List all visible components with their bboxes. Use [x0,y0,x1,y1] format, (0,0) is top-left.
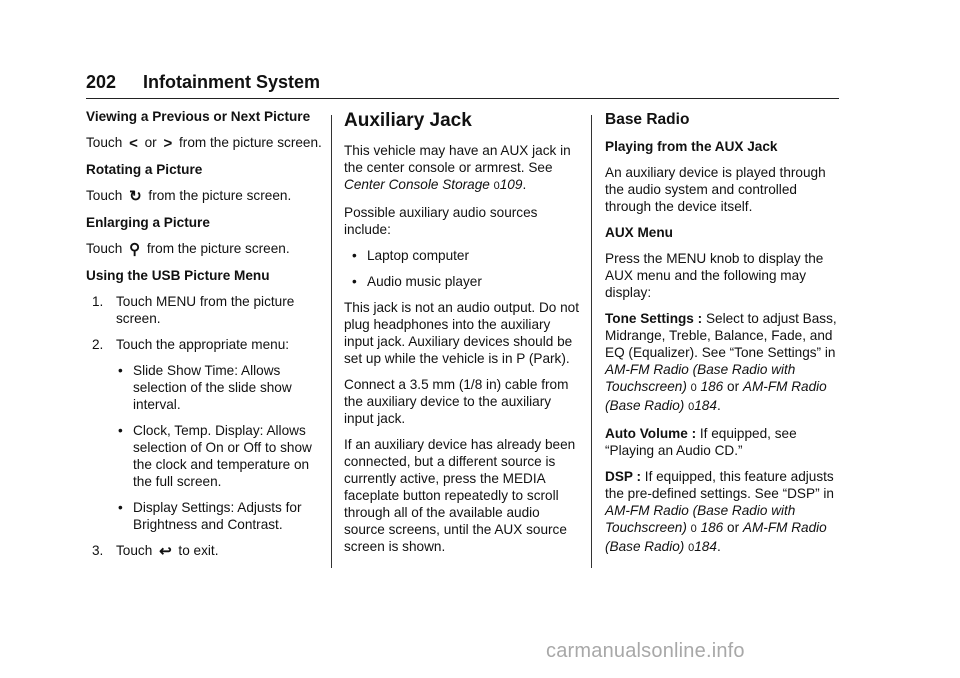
text: If equipped, this feature adjusts the pre-defined settings. See “DSP” in [605,469,834,501]
paragraph: Connect a 3.5 mm (1/8 in) cable from the auxiliary device to the auxiliary input jack. [344,377,569,426]
text: from the picture screen. [179,135,322,150]
list-item [86,293,326,327]
page-number: 202 [86,72,117,92]
page-ref: 184 [694,539,717,554]
column-right [605,108,842,566]
step-text: Touch the appropriate menu: [116,337,290,352]
dsp-entry [605,468,842,557]
text: This vehicle may have an AUX jack in the center console or armrest. See [344,143,571,175]
steps-list [86,293,326,560]
heading-auxiliary-jack: Auxiliary Jack [344,110,472,131]
watermark: carmanualsonline.info [546,640,745,662]
page-ref: 186 [700,379,724,394]
heading-aux-menu: AUX Menu [605,225,673,240]
paragraph: Press the MENU knob to display the AUX menu and the following may display: [605,251,824,300]
bullet-text: Slide Show Time: Allows selection of the slide show interval. [133,363,292,412]
bullet-text: Display Settings: Adjusts for Brightness and Contrast. [133,500,302,532]
rotate-icon: ↻ [129,188,142,205]
list-item [110,362,326,413]
column-divider [591,115,592,568]
column-middle [344,108,582,564]
menu-options-list [86,362,326,533]
bullet: • [352,274,357,289]
paragraph: This jack is not an audio output. Do not plug headphones into the auxiliary input jack. Auxiliary devices should be set up while the vehicle is in P (Park). [344,300,580,366]
text: . [716,539,721,554]
step-number: 1. [92,294,104,309]
text: to exit. [178,543,219,558]
text: from the picture screen. [146,241,290,256]
column-left [86,108,326,570]
chevron-right-icon: > [163,135,173,152]
page-ref: 184 [694,398,717,413]
paragraph [344,142,582,195]
cross-reference: Center Console Storage [344,177,490,192]
text: . [522,177,527,192]
text: or [727,379,740,394]
heading-usb-picture-menu: Using the USB Picture Menu [86,268,270,283]
paragraph: If an auxiliary device has already been connected, but a different source is currently active, press the MEDIA faceplate button repeatedly to scroll through all of the available audio source screens, until the AUX source screen is shown. [344,437,576,554]
heading-previous-next: Viewing a Previous or Next Picture [86,109,311,124]
column-divider [331,115,332,568]
paragraph: An auxiliary device is played through the audio system and controlled through the device itself. [605,165,826,214]
list-item [110,499,326,533]
bullet-text: Audio music player [367,274,482,289]
text: . [716,398,721,413]
heading-playing-aux: Playing from the AUX Jack [605,139,778,154]
paragraph-enlarge [86,240,326,258]
list-item [344,273,582,290]
page-ref-symbol: 0 [690,523,697,535]
cross-reference: AM-FM Radio (Base Radio) [605,520,827,554]
step-number: 2. [92,337,104,352]
paragraph-rotate [86,187,326,205]
paragraph-previous-next [86,134,326,152]
bullet-text: Clock, Temp. Display: Allows selection of On or Off to show the clock and temperature on the full screen. [133,423,312,489]
chevron-left-icon: < [129,135,138,152]
text: Select to adjust Bass, Midrange, Treble, Balance, Fade, and EQ (Equalizer). See “Tone Settings” in [605,311,837,360]
text: Touch [86,135,123,150]
list-item [344,247,582,264]
bullet: • [118,363,123,378]
page-ref-symbol: 0 [690,382,697,394]
back-icon: ↩ [159,543,172,560]
term: Auto Volume : [605,426,697,441]
list-item [86,336,326,353]
text: or [727,520,740,535]
zoom-icon: ⚲ [129,241,141,258]
page-ref: 186 [700,520,724,535]
term: DSP : [605,469,642,484]
text: or [144,135,157,150]
page-header [86,68,839,99]
tone-settings-entry [605,310,842,416]
bullet-text: Laptop computer [367,248,470,263]
section-title: Infotainment System [143,72,321,92]
page-ref: 109 [499,177,523,192]
bullet: • [118,423,123,438]
sources-list [344,247,582,290]
text: Touch [86,188,123,203]
text: from the picture screen. [148,188,292,203]
list-item [86,542,326,560]
heading-enlarge: Enlarging a Picture [86,215,210,230]
page-ref-symbol: 0 [688,542,695,554]
auto-volume-entry [605,425,842,459]
text: Touch [116,543,153,558]
cross-reference: AM-FM Radio (Base Radio with Touchscreen) [605,362,796,394]
cross-reference: AM-FM Radio (Base Radio with Touchscreen) [605,503,796,535]
list-item [110,422,326,490]
text: If equipped, see “Playing an Audio CD.” [605,426,797,458]
term: Tone Settings : [605,311,703,326]
page-ref-symbol: 0 [493,180,500,192]
paragraph: Possible auxiliary audio sources include: [344,205,538,237]
step-text: Touch MENU from the picture screen. [116,294,295,326]
heading-base-radio: Base Radio [605,111,690,128]
bullet: • [352,248,357,263]
bullet: • [118,500,123,515]
cross-reference: AM-FM Radio (Base Radio) [605,379,827,413]
step-number: 3. [92,543,104,558]
page-ref-symbol: 0 [688,401,695,413]
text: Touch [86,241,123,256]
heading-rotate: Rotating a Picture [86,162,203,177]
